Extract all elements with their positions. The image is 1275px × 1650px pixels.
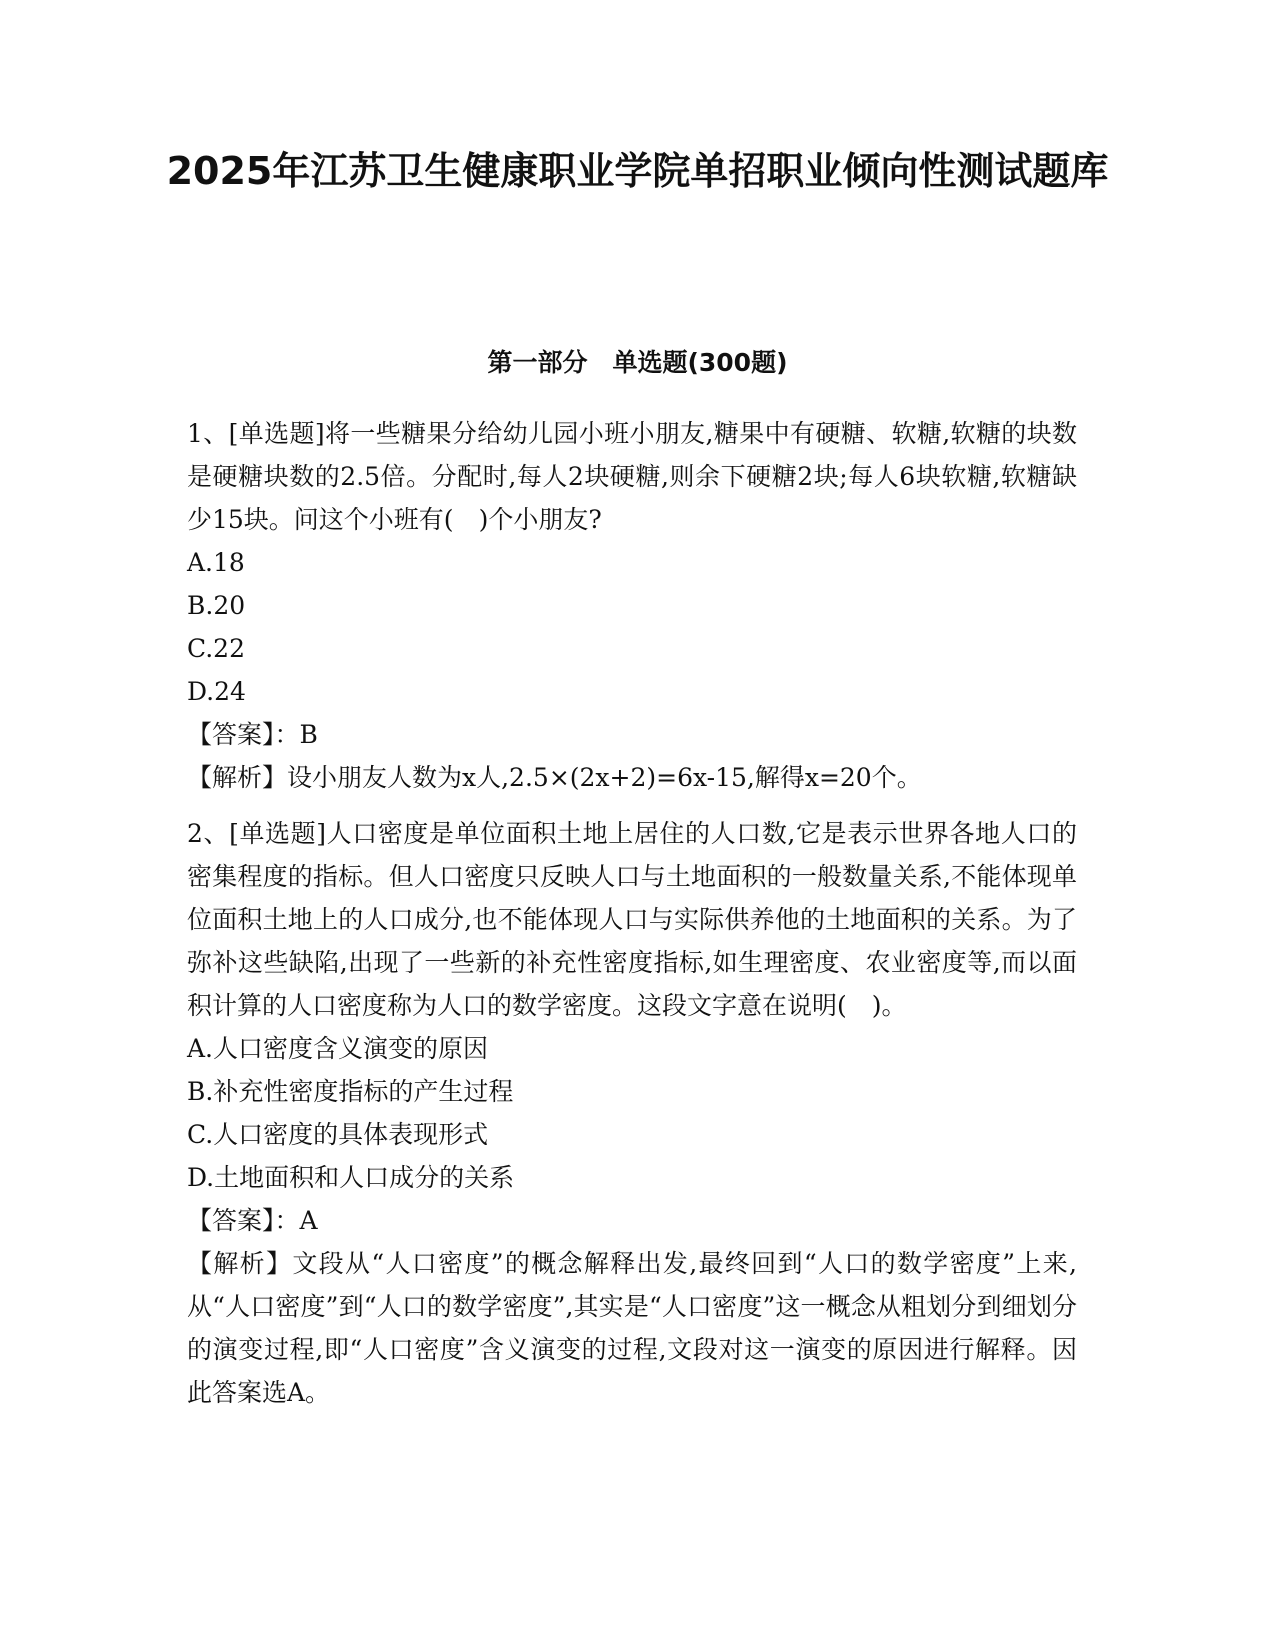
question-1	[187, 412, 1077, 799]
analysis-line	[187, 1242, 1077, 1414]
question-list	[187, 412, 1077, 1427]
answer-value: A	[299, 1206, 318, 1235]
answer-value: B	[299, 720, 318, 749]
option-c: C.22	[187, 634, 245, 663]
option-b: B.补充性密度指标的产生过程	[187, 1077, 514, 1106]
analysis-text: 文段从“人口密度”的概念解释出发,最终回到“人口的数学密度”上来,从“人口密度”到“人口的数学密度”,其实是“人口密度”这一概念从粗划分到细划分的演变过程,即“人口密度”含义演变的过程,文段对这一演变的原因进行解释。因此答案选A。	[187, 1249, 1077, 1407]
answer-line	[187, 1199, 1077, 1242]
answer-separator: ：	[274, 720, 300, 749]
answer-line	[187, 713, 1077, 756]
option-d: D.土地面积和人口成分的关系	[187, 1163, 515, 1192]
option-c: C.人口密度的具体表现形式	[187, 1120, 489, 1149]
question-2	[187, 812, 1077, 1414]
analysis-line	[187, 756, 1077, 799]
analysis-label: 【解析】	[187, 763, 288, 792]
answer-separator: ：	[274, 1206, 300, 1235]
answer-label: 【答案】	[187, 1206, 275, 1235]
option-d: D.24	[187, 677, 246, 706]
section-heading: 第一部分 单选题(300题)	[487, 348, 788, 377]
option-a: A.人口密度含义演变的原因	[187, 1034, 489, 1063]
document-title: 2025年江苏卫生健康职业学院单招职业倾向性测试题库	[166, 149, 1109, 193]
analysis-label: 【解析】	[187, 1249, 293, 1278]
question-stem: 1、[单选题]将一些糖果分给幼儿园小班小朋友,糖果中有硬糖、软糖,软糖的块数是硬糖块数的2.5倍。分配时,每人2块硬糖,则余下硬糖2块;每人6块软糖,软糖缺少15块。问这个小班有( )个小朋友?	[187, 419, 1077, 534]
option-a: A.18	[187, 548, 245, 577]
analysis-text: 设小朋友人数为x人,2.5×(2x+2)=6x-15,解得x=20个。	[287, 763, 922, 792]
question-stem: 2、[单选题]人口密度是单位面积土地上居住的人口数,它是表示世界各地人口的密集程度的指标。但人口密度只反映人口与土地面积的一般数量关系,不能体现单位面积土地上的人口成分,也不能体现人口与实际供养他的土地面积的关系。为了弥补这些缺陷,出现了一些新的补充性密度指标,如生理密度、农业密度等,而以面积计算的人口密度称为人口的数学密度。这段文字意在说明( )。	[187, 819, 1077, 1020]
answer-label: 【答案】	[187, 720, 275, 749]
option-b: B.20	[187, 591, 246, 620]
